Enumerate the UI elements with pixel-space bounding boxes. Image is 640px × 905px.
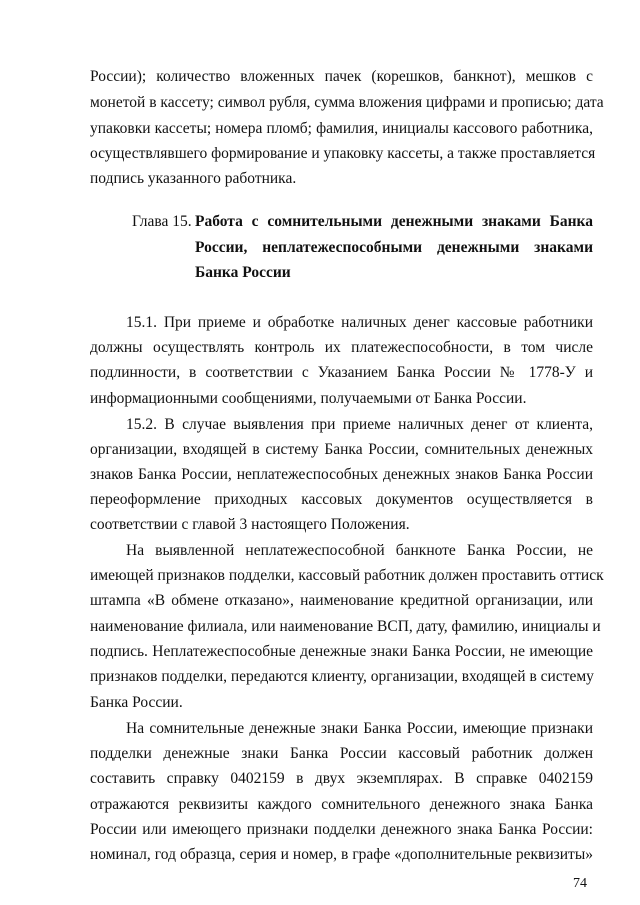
intro-line: монетой в кассету; символ рубля, сумма вложения цифрами и прописью; дата	[90, 94, 604, 111]
intro-line: осуществлявшего формирование и упаковку кассеты, а также проставляется	[90, 145, 596, 162]
para-15-2-line: переоформление приходных кассовых документов осуществляется в	[90, 491, 593, 508]
intro-line: подпись указанного работника.	[90, 170, 297, 187]
chapter-title-line: Банка России	[195, 264, 291, 281]
para-15-2-line: знаков Банка России, неплатежеспособных денежных знаков Банка России	[90, 466, 593, 483]
chapter-title-line: России, неплатежеспособными денежными знаками	[195, 239, 593, 256]
para-unfit-line: наименование филиала, или наименование ВСП, дату, фамилию, инициалы и	[90, 618, 601, 635]
para-15-2-line: 15.2. В случае выявления при приеме наличных денег от клиента,	[126, 416, 593, 433]
para-doubtful-line: отражаются реквизиты каждого сомнительного денежного знака Банка	[90, 796, 593, 813]
para-15-1-line: 15.1. При приеме и обработке наличных денег кассовые работники	[126, 314, 593, 331]
page-number: 74	[573, 876, 587, 891]
para-doubtful-line: номинал, год образца, серия и номер, в графе «дополнительные реквизиты»	[90, 846, 593, 863]
para-unfit-line: Банка России.	[90, 694, 183, 711]
para-doubtful-line: На сомнительные денежные знаки Банка России, имеющие признаки	[126, 720, 593, 737]
para-unfit-line: признаков подделки, передаются клиенту, организации, входящей в систему	[90, 668, 594, 685]
para-15-1-line: информационными сообщениями, получаемыми от Банка России.	[90, 390, 527, 407]
para-15-2-line: соответствии с главой 3 настоящего Положения.	[90, 516, 410, 533]
chapter-label: Глава 15.	[132, 213, 192, 230]
para-doubtful-line: подделки денежные знаки Банка России кассовый работник должен	[90, 745, 593, 762]
para-15-1-line: должны осуществлять контроль их платежеспособности, в том числе	[90, 339, 593, 356]
para-unfit-line: имеющей признаков подделки, кассовый работник должен проставить оттиск	[90, 567, 604, 584]
intro-line: упаковки кассеты; номера пломб; фамилия, инициалы кассового работника,	[90, 120, 593, 137]
para-unfit-line: подпись. Неплатежеспособные денежные знаки Банка России, не имеющие	[90, 643, 593, 660]
para-doubtful-line: России или имеющего признаки подделки денежного знака Банка России:	[90, 821, 593, 838]
para-unfit-line: штампа «В обмене отказано», наименование кредитной организации, или	[90, 592, 593, 609]
chapter-title-line: Работа с сомнительными денежными знаками Банка	[195, 213, 593, 230]
para-15-2-line: организации, входящей в систему Банка России, сомнительных денежных	[90, 441, 593, 458]
para-doubtful-line: составить справку 0402159 в двух экземплярах. В справке 0402159	[90, 770, 593, 787]
para-15-1-line: подлинности, в соответствии с Указанием Банка России № 1778-У и	[90, 364, 593, 381]
intro-line: России); количество вложенных пачек (корешков, банкнот), мешков с	[90, 68, 593, 85]
para-unfit-line: На выявленной неплатежеспособной банкноте Банка России, не	[126, 542, 593, 559]
